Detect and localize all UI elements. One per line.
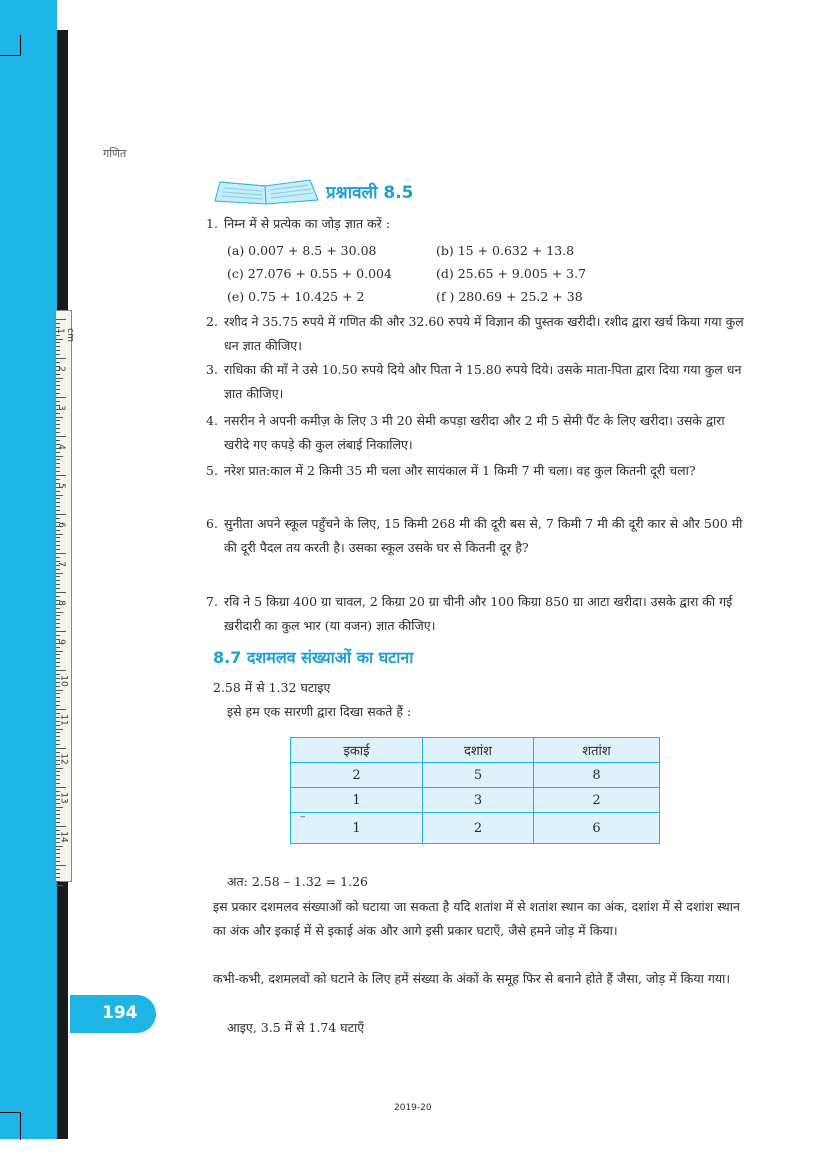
table-cell: 6: [534, 813, 660, 844]
question-text: रशीद ने 35.75 रुपये में गणित की और 32.60 रुपये में विज्ञान की पुस्तक खरीदी। रशीद द्वारा खर्च किया गया कुल धन ज्ञात कीजिए।: [224, 314, 744, 353]
ruler-tick: [56, 783, 60, 784]
question-number: 3.: [206, 362, 218, 377]
ruler-tick: [56, 354, 60, 355]
question-3: [206, 358, 751, 406]
ruler-tick: [56, 779, 60, 780]
question-6: [206, 512, 751, 560]
ruler-tick: [56, 502, 60, 503]
ruler-tick: [56, 865, 66, 866]
ruler-tick: [56, 885, 63, 886]
ruler-tick: [56, 475, 66, 476]
ruler-tick: [56, 818, 60, 819]
ruler-tick: [56, 732, 60, 733]
ruler-tick: [56, 459, 60, 460]
ruler-tick: [56, 514, 66, 515]
paragraph-2: कभी-कभी, दशमलवों को घटाने के लिए हमें संख्या के अंकों के समूह फिर से बनाने होते हैं जैसा, जोड़ में किया गया।: [213, 971, 731, 986]
ruler-tick: [56, 440, 60, 441]
ruler-tick: [56, 534, 63, 535]
ruler-tick: [56, 635, 60, 636]
ruler-tick: [56, 549, 60, 550]
ruler-tick: [56, 615, 60, 616]
question-number: 2.: [206, 314, 218, 329]
ruler-tick: [56, 557, 60, 558]
ruler-tick: [56, 647, 60, 648]
ruler-tick: [56, 826, 66, 827]
section-title: 8.7 दशमलव संख्याओं का घटाना: [213, 648, 414, 667]
ruler-tick: [56, 569, 60, 570]
ruler-tick: [56, 537, 60, 538]
page-header: गणित: [103, 147, 127, 160]
ruler-tick: [56, 428, 60, 429]
minus-sign: –: [300, 810, 306, 823]
paragraph-1: इस प्रकार दशमलव संख्याओं को घटाया जा सकता है यदि शतांश में से शतांश स्थान का अंक, दशांश में से दशांश स्थान का अंक और इकाई में से इकाई अंक और आगे इसी प्रकार घटाएँ, जैसे हमने जोड़ में किया।: [213, 899, 740, 938]
ruler-tick: [56, 651, 63, 652]
ruler-tick: [56, 740, 60, 741]
ruler-tick: [56, 530, 60, 531]
ruler-number: 14: [58, 831, 69, 843]
ruler-tick: [56, 491, 60, 492]
ruler-tick: [56, 654, 60, 655]
question-4: [206, 409, 751, 457]
question-2: [206, 310, 751, 358]
side-color-bar: [0, 0, 57, 1139]
ruler-tick: [56, 510, 60, 511]
ruler-tick: [56, 576, 60, 577]
ruler-tick: [56, 697, 60, 698]
ruler-tick: [56, 822, 60, 823]
ruler-tick: [56, 471, 60, 472]
section-intro-1: 2.58 में से 1.32 घटाइए: [213, 680, 331, 695]
ruler-tick: [56, 358, 66, 359]
question-text: रवि ने 5 किग्रा 400 ग्रा चावल, 2 किग्रा 20 ग्रा चीनी और 100 किग्रा 850 ग्रा आटा खरीदा। उसके द्वारा की गई ख़रीदारी का कुल भार (या वजन) ज्ञात कीजिए।: [224, 594, 733, 633]
ruler-tick: [56, 495, 63, 496]
ruler-tick: [56, 814, 60, 815]
ruler-tick: [56, 662, 60, 663]
ruler-number: 9: [55, 639, 66, 645]
ruler-tick: [56, 846, 63, 847]
question-text: नसरीन ने अपनी कमीज़ के लिए 3 मी 20 सेमी कपड़ा खरीदा और 2 मी 5 सेमी पैंट के लिए खरीदा। उसके द्वारा खरीदे गए कपड़े की कुल लंबाई निकालिए।: [224, 413, 725, 452]
question-7: [206, 590, 751, 638]
ruler-number: cm 1: [54, 328, 75, 342]
ruler-tick: [56, 436, 66, 437]
question-number: 7.: [206, 594, 218, 609]
q1-part-d: (d) 25.65 + 9.005 + 3.7: [436, 266, 587, 281]
q1-part-a: (a) 0.007 + 8.5 + 30.08: [227, 243, 377, 258]
ruler-tick: [56, 467, 60, 468]
ruler-tick: [56, 378, 63, 379]
ruler-tick: [56, 869, 60, 870]
ruler-tick: [56, 413, 60, 414]
ruler-number: 5: [55, 483, 66, 489]
ruler-tick: [56, 342, 60, 343]
ruler-number: 13: [58, 792, 69, 804]
table-header: दशांश: [423, 738, 534, 763]
ruler-tick: [56, 323, 60, 324]
ruler-tick: [56, 417, 63, 418]
ruler-tick: [56, 584, 60, 585]
table-cell: 1: [291, 788, 423, 813]
ruler-tick: [56, 670, 66, 671]
ruler-tick: [56, 853, 60, 854]
question-text: सुनीता अपने स्कूल पहुँचने के लिए, 15 किमी 268 मी की दूरी बस से, 7 किमी 7 मी की दूरी कार से और 500 मी की दूरी पैदल तय करती है। उसका स्कूल उसके घर से कितनी दूर है?: [224, 516, 743, 555]
ruler-tick: [56, 612, 63, 613]
ruler-tick: [56, 393, 60, 394]
ruler-tick: [56, 385, 60, 386]
ruler-tick: [56, 736, 60, 737]
q1-part-e: (e) 0.75 + 10.425 + 2: [227, 289, 365, 304]
ruler-tick: [56, 881, 60, 882]
ruler-tick: [56, 771, 60, 772]
ruler-tick: [56, 424, 60, 425]
ruler-tick: [56, 452, 60, 453]
ruler-number: 2: [55, 366, 66, 372]
table-cell: 5: [423, 763, 534, 788]
ruler-number: 3: [55, 405, 66, 411]
ruler-tick: [56, 729, 63, 730]
ruler-tick: [56, 861, 60, 862]
ruler-tick: [56, 541, 60, 542]
ruler-tick: [56, 693, 60, 694]
book-icon: [210, 176, 320, 206]
ruler-tick: [56, 744, 60, 745]
page-number: 194: [102, 1003, 138, 1023]
ruler-number: 6: [55, 522, 66, 528]
ruler-number: 8: [55, 600, 66, 606]
ruler-tick: [56, 690, 63, 691]
ruler-tick: [56, 498, 60, 499]
ruler-tick: [56, 701, 60, 702]
result-line: अत: 2.58 – 1.32 = 1.26: [227, 874, 368, 889]
table-cell: 2: [291, 763, 423, 788]
question-text: राधिका की माँ ने उसे 10.50 रुपये दिये और पिता ने 15.80 रुपये दिये। उसके माता-पिता द्वारा दिया गया कुल धन ज्ञात कीजिए।: [224, 362, 742, 401]
ruler-tick: [56, 623, 60, 624]
ruler-tick: [56, 389, 60, 390]
q1-part-b: (b) 15 + 0.632 + 13.8: [436, 243, 575, 258]
ruler-tick: [56, 374, 60, 375]
ruler-tick: [56, 666, 60, 667]
table-cell: 2: [534, 788, 660, 813]
ruler-tick: [56, 877, 60, 878]
ruler-number: 7: [55, 561, 66, 567]
exercise-title: प्रश्नावली 8.5: [326, 183, 414, 203]
ruler-tick: [56, 588, 60, 589]
ruler-number: 12: [58, 753, 69, 765]
question-number: 1.: [206, 216, 218, 231]
ruler-tick: [56, 873, 60, 874]
ruler-tick: [56, 463, 60, 464]
table-cell: 3: [423, 788, 534, 813]
ruler-tick: [56, 553, 66, 554]
table-row: [291, 763, 660, 788]
question-text: निम्न में से प्रत्येक का जोड़ ज्ञात करें :: [224, 216, 390, 231]
ruler-tick: [56, 810, 60, 811]
question-text: नरेश प्रात:काल में 2 किमी 35 मी चला और सायंकाल में 1 किमी 7 मी चला। वह कुल कितनी दूरी चला?: [224, 463, 696, 478]
table-row: [291, 813, 660, 844]
ruler-tick: [56, 631, 66, 632]
question-5: [206, 459, 751, 483]
ruler-tick: [56, 319, 66, 320]
table-row: [291, 788, 660, 813]
question-number: 4.: [206, 413, 218, 428]
crop-mark-top: [0, 35, 21, 56]
ruler-tick: [56, 768, 63, 769]
ruler-tick: [56, 627, 60, 628]
question-1: [206, 212, 751, 236]
question-number: 5.: [206, 463, 218, 478]
ruler-tick: [56, 346, 60, 347]
ruler-tick: [56, 506, 60, 507]
ruler-tick: [56, 397, 66, 398]
ruler-tick: [56, 381, 60, 382]
ruler-tick: [56, 518, 60, 519]
ruler-tick: [56, 350, 60, 351]
ruler-tick: [56, 573, 63, 574]
ruler-tick: [56, 705, 60, 706]
table-header: शतांश: [534, 738, 660, 763]
ruler-tick: [56, 787, 66, 788]
crop-mark-bottom: [0, 1112, 21, 1140]
table-cell: 2: [423, 813, 534, 844]
ruler-number: 10: [58, 675, 69, 687]
ruler-tick: [56, 849, 60, 850]
ruler-tick: [56, 479, 60, 480]
ruler: [54, 310, 75, 882]
ruler-tick: [56, 580, 60, 581]
ruler-tick: [56, 709, 66, 710]
ruler-tick: [56, 596, 60, 597]
q1-part-f: (f ) 280.69 + 25.2 + 38: [436, 289, 583, 304]
ruler-tick: [56, 807, 63, 808]
ruler-tick: [56, 592, 66, 593]
table-cell: 1: [291, 813, 423, 844]
ruler-tick: [56, 619, 60, 620]
q1-part-c: (c) 27.076 + 0.55 + 0.004: [227, 266, 392, 281]
ruler-tick: [56, 420, 60, 421]
table-cell: 8: [534, 763, 660, 788]
paragraph-3: आइए, 3.5 में से 1.74 घटाएँ: [227, 1020, 365, 1035]
ruler-tick: [56, 362, 60, 363]
ruler-tick: [56, 545, 60, 546]
ruler-tick: [56, 748, 66, 749]
footer-year: 2019-20: [394, 1103, 432, 1113]
place-value-table: [290, 737, 660, 844]
section-intro-2: इसे हम एक सारणी द्वारा दिखा सकते हैं :: [227, 704, 412, 719]
ruler-tick: [56, 608, 60, 609]
question-number: 6.: [206, 516, 218, 531]
ruler-number: 4: [55, 444, 66, 450]
ruler-tick: [56, 857, 60, 858]
ruler-tick: [56, 456, 63, 457]
table-header-row: [291, 738, 660, 763]
ruler-tick: [56, 775, 60, 776]
ruler-tick: [56, 658, 60, 659]
ruler-tick: [56, 401, 60, 402]
ruler-number: 11: [58, 714, 69, 726]
table-header: इकाई: [291, 738, 423, 763]
ruler-tick: [56, 432, 60, 433]
